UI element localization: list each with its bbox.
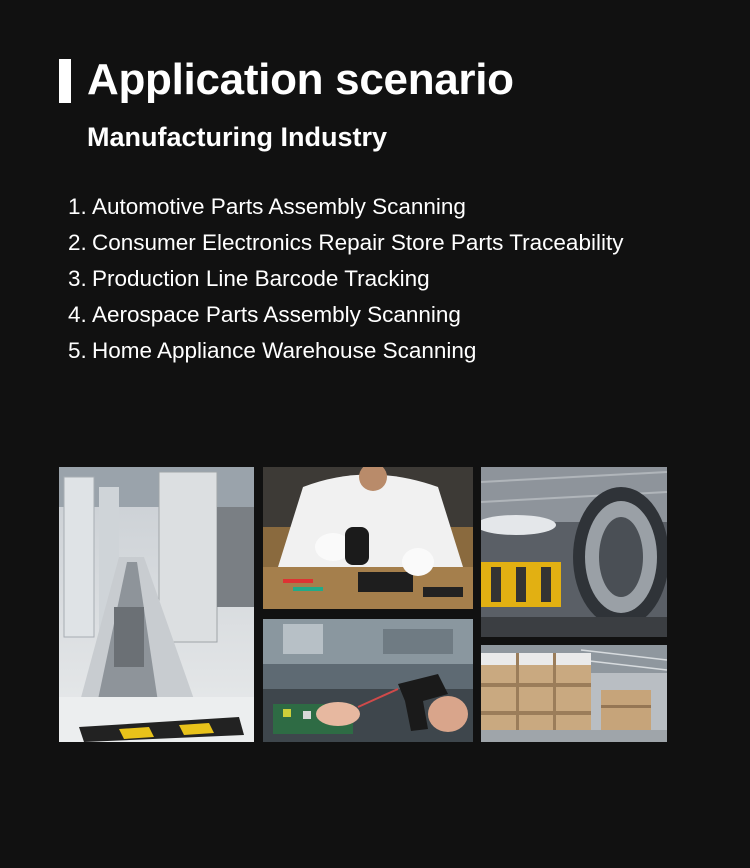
list-item xyxy=(68,297,623,333)
list-item-number: 4. xyxy=(68,302,87,327)
page-title: Application scenario xyxy=(87,55,514,104)
barcode-scanner-assembly-photo xyxy=(263,619,473,742)
list-item-text: Home Appliance Warehouse Scanning xyxy=(92,338,477,363)
page-subtitle: Manufacturing Industry xyxy=(87,122,388,152)
list-item-number: 1. xyxy=(68,194,87,219)
list-item xyxy=(68,333,623,369)
scenario-list xyxy=(68,189,623,369)
electronics-repair-scanning-photo xyxy=(263,467,473,609)
list-item xyxy=(68,189,623,225)
list-item-number: 5. xyxy=(68,338,87,363)
list-item-number: 2. xyxy=(68,230,87,255)
production-line-photo xyxy=(59,467,254,742)
list-item-text: Consumer Electronics Repair Store Parts Traceability xyxy=(92,230,624,255)
title-accent-bar xyxy=(59,59,71,103)
list-item-text: Production Line Barcode Tracking xyxy=(92,266,430,291)
list-item xyxy=(68,225,623,261)
aerospace-engine-photo xyxy=(481,467,667,637)
list-item-number: 3. xyxy=(68,266,87,291)
appliance-warehouse-photo xyxy=(481,645,667,742)
list-item xyxy=(68,261,623,297)
list-item-text: Automotive Parts Assembly Scanning xyxy=(92,194,466,219)
list-item-text: Aerospace Parts Assembly Scanning xyxy=(92,302,461,327)
